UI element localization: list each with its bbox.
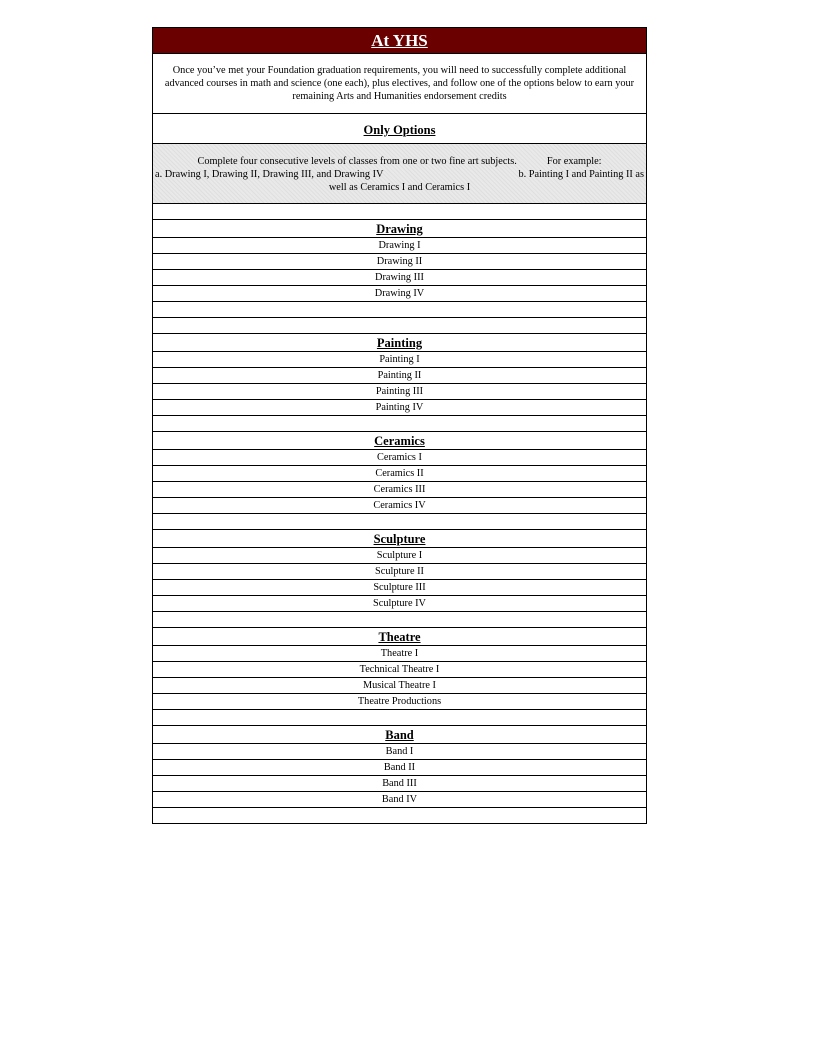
- spacer-row: [153, 416, 646, 432]
- course-row: Ceramics III: [153, 482, 646, 498]
- subject-heading-drawing: Drawing: [153, 220, 646, 238]
- options-instructions: [153, 144, 646, 204]
- options-heading: Only Options: [153, 114, 646, 144]
- intro-text: Once you’ve met your Foundation graduation requirements, you will need to successfully complete additional advanced courses in math and science (one each), plus electives, and follow one of the options below to earn your remaining Arts and Humanities endorsement credits: [153, 54, 646, 114]
- course-row: Band III: [153, 776, 646, 792]
- page-title: At YHS: [153, 28, 646, 54]
- example-b-continued: well as Ceramics I and Ceramics I: [328, 182, 471, 193]
- course-row: Sculpture II: [153, 564, 646, 580]
- course-row: Drawing I: [153, 238, 646, 254]
- course-row: Painting IV: [153, 400, 646, 416]
- subject-heading-band: Band: [153, 726, 646, 744]
- course-row: Painting II: [153, 368, 646, 384]
- course-row: Drawing IV: [153, 286, 646, 302]
- spacer-row: [153, 808, 646, 824]
- spacer-row: [153, 204, 646, 220]
- course-row: Theatre I: [153, 646, 646, 662]
- for-example-label: For example:: [546, 156, 602, 167]
- spacer-row: [153, 318, 646, 334]
- course-row: Technical Theatre I: [153, 662, 646, 678]
- subject-heading-ceramics: Ceramics: [153, 432, 646, 450]
- course-row: Musical Theatre I: [153, 678, 646, 694]
- instruction-line: [153, 155, 646, 168]
- course-row: Painting I: [153, 352, 646, 368]
- course-row: Ceramics I: [153, 450, 646, 466]
- spacer-row: [153, 710, 646, 726]
- subject-heading-theatre: Theatre: [153, 628, 646, 646]
- course-row: Drawing III: [153, 270, 646, 286]
- spacer-row: [153, 612, 646, 628]
- course-row: Band IV: [153, 792, 646, 808]
- course-row: Ceramics II: [153, 466, 646, 482]
- course-row: Band I: [153, 744, 646, 760]
- spacer-row: [153, 514, 646, 530]
- course-options-table: [152, 27, 647, 824]
- subject-heading-sculpture: Sculpture: [153, 530, 646, 548]
- course-row: Drawing II: [153, 254, 646, 270]
- course-row: Band II: [153, 760, 646, 776]
- course-row: Ceramics IV: [153, 498, 646, 514]
- spacer-row: [153, 302, 646, 318]
- course-row: Sculpture I: [153, 548, 646, 564]
- course-row: Sculpture III: [153, 580, 646, 596]
- instruction-text: Complete four consecutive levels of classes from one or two fine art subjects.: [197, 156, 517, 167]
- course-row: Painting III: [153, 384, 646, 400]
- course-row: Theatre Productions: [153, 694, 646, 710]
- course-row: Sculpture IV: [153, 596, 646, 612]
- example-b: b. Painting I and Painting II as: [518, 169, 644, 180]
- example-a: a. Drawing I, Drawing II, Drawing III, and Drawing IV: [155, 169, 384, 180]
- subject-heading-painting: Painting: [153, 334, 646, 352]
